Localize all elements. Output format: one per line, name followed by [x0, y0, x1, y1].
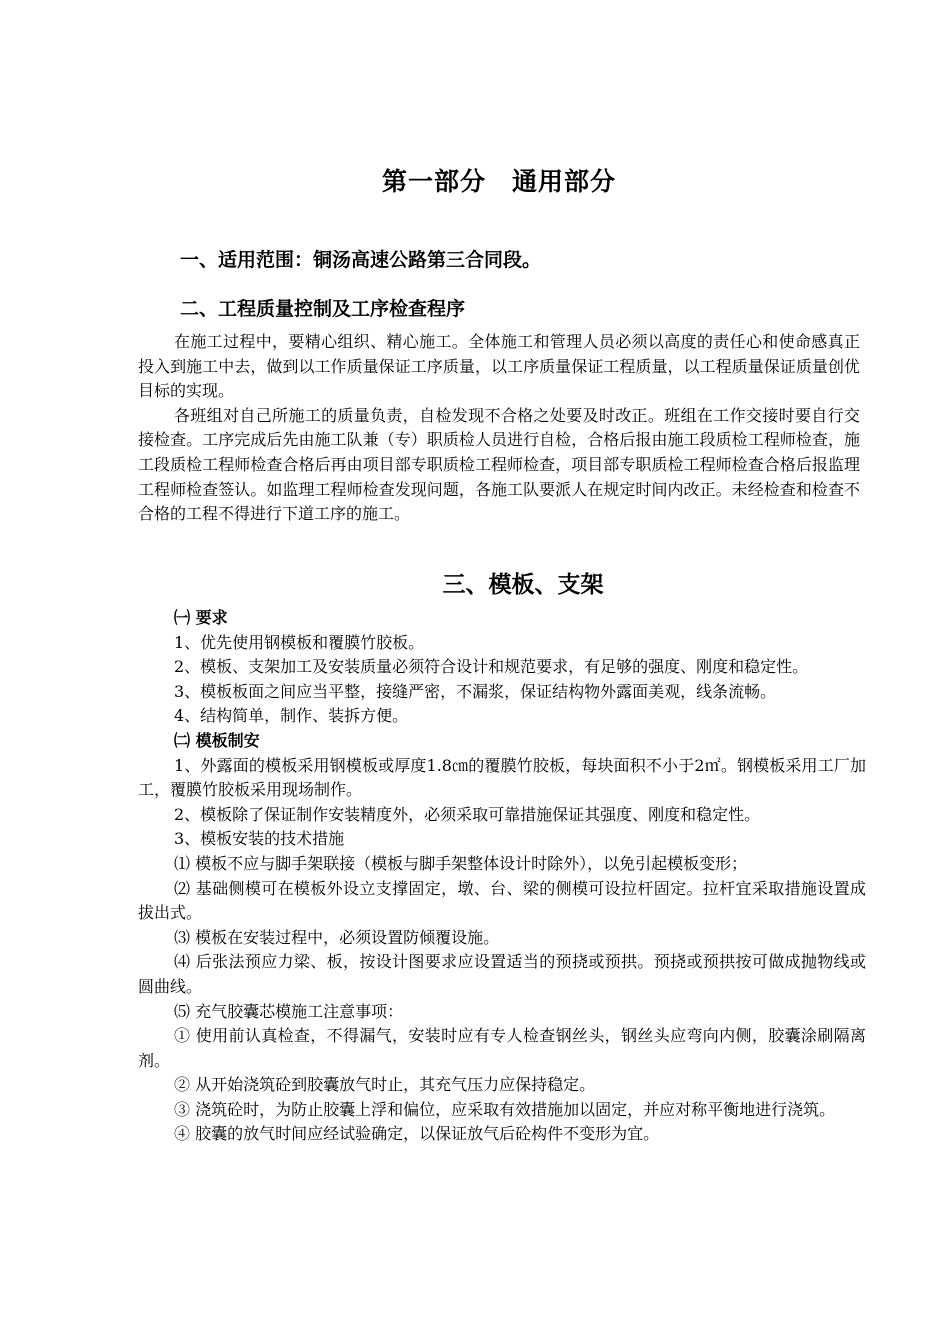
subheading-requirements: ㈠ 要求 [174, 608, 228, 627]
quality-body [138, 330, 860, 527]
installation-item: ④ 胶囊的放气时间应经试验确定，以保证放气后砼构件不变形为宜。 [174, 1124, 660, 1144]
section-formwork-heading: 三、模板、支架 [442, 572, 604, 598]
installation-item: ⑵ 基础侧模可在模板外设立支撑固定，墩、台、梁的侧模可设拉杆固定。拉杆宜采取措施设置成拔出式。 [138, 878, 866, 923]
installation-item: ⑷ 后张法预应力梁、板，按设计图要求应设置适当的预挠或预拱。预挠或预拱按可做成抛物线或圆曲线。 [138, 952, 866, 996]
installation-item: 1、外露面的模板采用钢模板或厚度1.8㎝的覆膜竹胶板，每块面积不小于2㎡。钢模板采用工厂加工，覆膜竹胶板采用现场制作。 [138, 755, 866, 800]
paragraph-2: 各班组对自己所施工的质量负责，自检发现不合格之处要及时改正。班组在工作交接时要自行交接检查。工序完成后先由施工队兼（专）职质检人员进行自检，合格后报由施工段质检工程师检查，施工段质检工程师检查合格后再由项目部专职质检工程师检查，项目部专职质检工程师检查合格后报监理工程师检查签认。如监理工程师检查发现问题，各施工队要派人在规定时间内改正。未经检查和检查不合格的工程不得进行下道工序的施工。 [138, 405, 860, 524]
section-scope-heading: 一、适用范围：铜汤高速公路第三合同段。 [180, 249, 542, 271]
page-title: 第一部分 通用部分 [381, 167, 616, 196]
installation-item: ⑶ 模板在安装过程中，必须设置防倾覆设施。 [174, 927, 500, 947]
installation-item: ⑸ 充气胶囊芯模施工注意事项： [174, 1001, 404, 1021]
subheading-installation: ㈡ 模板制安 [174, 730, 260, 750]
installation-item: ③ 浇筑砼时，为防止胶囊上浮和偏位，应采取有效措施加以固定，并应对称平衡地进行浇筑。 [174, 1099, 836, 1119]
requirement-item: 3、模板板面之间应当平整，接缝严密，不漏浆，保证结构物外露面美观，线条流畅。 [174, 681, 777, 701]
installation-item: 2、模板除了保证制作安装精度外，必须采取可靠措施保证其强度、刚度和稳定性。 [174, 804, 761, 824]
installation-item: ① 使用前认真检查，不得漏气，安装时应有专人检查钢丝头，钢丝头应弯向内侧，胶囊涂刷隔离剂。 [138, 1026, 866, 1070]
requirement-item: 2、模板、支架加工及安装质量必须符合设计和规范要求，有足够的强度、刚度和稳定性。 [174, 657, 809, 677]
installation-item: ② 从开始浇筑砼到胶囊放气时止，其充气压力应保持稳定。 [174, 1075, 596, 1095]
installation-item: ⑴ 模板不应与脚手架联接（模板与脚手架整体设计时除外），以免引起模板变形； [174, 853, 748, 873]
installation-item: 3、模板安装的技术措施 [174, 829, 345, 849]
formwork-body [138, 606, 866, 1147]
requirement-item: 4、结构简单，制作、装拆方便。 [174, 706, 409, 726]
requirement-item: 1、优先使用钢模板和覆膜竹胶板。 [174, 632, 425, 652]
paragraph-1: 在施工过程中，要精心组织、精心施工。全体施工和管理人员必须以高度的责任心和使命感真正投入到施工中去，做到以工作质量保证工序质量，以工序质量保证工程质量，以工程质量保证质量创优目标的实现。 [138, 332, 860, 401]
section-quality-heading: 二、工程质量控制及工序检查程序 [180, 298, 466, 320]
